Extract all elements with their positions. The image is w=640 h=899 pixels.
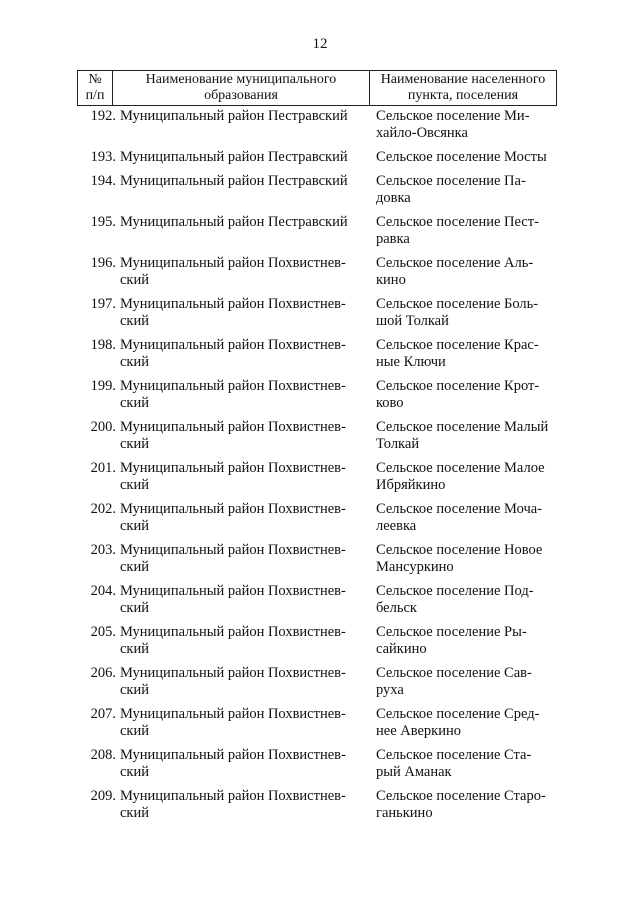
row-number: 202.: [90, 501, 116, 517]
settlement-line: Сельское поселение Аль-: [376, 255, 534, 271]
municipality-line: ский: [120, 641, 149, 657]
settlement-line: сайкино: [376, 641, 427, 657]
municipality-line: Муниципальный район Похвистнев-: [120, 419, 346, 435]
settlement-line: хайло-Овсянка: [376, 125, 468, 141]
municipality-cell: [120, 378, 370, 412]
municipality-cell: [120, 149, 370, 166]
table-row: [0, 624, 640, 665]
municipality-line: ский: [120, 559, 149, 575]
municipality-cell: [120, 788, 370, 822]
settlement-cell: [376, 149, 566, 166]
settlement-line: Сельское поселение Па-: [376, 173, 526, 189]
municipality-cell: [120, 747, 370, 781]
table-row: [0, 214, 640, 255]
municipality-cell: [120, 255, 370, 289]
header-municipality-line: Наименование муниципального: [145, 72, 337, 87]
municipality-line: Муниципальный район Похвистнев-: [120, 583, 346, 599]
municipality-line: ский: [120, 682, 149, 698]
settlement-cell: [376, 173, 566, 207]
row-number: 206.: [90, 665, 116, 681]
table-row: [0, 108, 640, 149]
settlement-line: Мансуркино: [376, 559, 454, 575]
settlement-line: нее Аверкино: [376, 723, 461, 739]
settlement-cell: [376, 665, 566, 699]
table-row: [0, 542, 640, 583]
header-settlement-cell: [370, 71, 556, 105]
table-row: [0, 419, 640, 460]
settlement-line: Сельское поселение Крас-: [376, 337, 539, 353]
settlement-line: бельск: [376, 600, 417, 616]
settlement-line: равка: [376, 231, 410, 247]
row-number: 193.: [90, 149, 116, 165]
settlement-line: руха: [376, 682, 404, 698]
settlement-line: Сельское поселение Под-: [376, 583, 534, 599]
settlement-cell: [376, 214, 566, 248]
municipality-cell: [120, 706, 370, 740]
municipality-line: Муниципальный район Похвистнев-: [120, 337, 346, 353]
table-row: [0, 296, 640, 337]
municipality-line: Муниципальный район Похвистнев-: [120, 542, 346, 558]
table-row: [0, 460, 640, 501]
table-row: [0, 501, 640, 542]
municipality-line: Муниципальный район Похвистнев-: [120, 460, 346, 476]
row-number: 209.: [90, 788, 116, 804]
settlement-cell: [376, 542, 566, 576]
settlement-cell: [376, 419, 566, 453]
settlement-line: шой Толкай: [376, 313, 449, 329]
settlement-line: Сельское поселение Малое: [376, 460, 545, 476]
municipality-line: Муниципальный район Похвистнев-: [120, 296, 346, 312]
settlement-line: Сельское поселение Ста-: [376, 747, 532, 763]
row-number: 194.: [90, 173, 116, 189]
municipality-line: Муниципальный район Пестравский: [120, 214, 348, 230]
settlement-cell: [376, 501, 566, 535]
settlement-line: Сельское поселение Моча-: [376, 501, 542, 517]
municipality-cell: [120, 542, 370, 576]
municipality-cell: [120, 173, 370, 190]
table-row: [0, 255, 640, 296]
municipality-line: Муниципальный район Похвистнев-: [120, 501, 346, 517]
settlement-line: Сельское поселение Мосты: [376, 149, 547, 165]
settlement-line: ково: [376, 395, 404, 411]
settlement-line: Сельское поселение Новое: [376, 542, 543, 558]
municipality-cell: [120, 583, 370, 617]
table-row: [0, 788, 640, 829]
settlement-line: Сельское поселение Малый: [376, 419, 549, 435]
row-number: 200.: [90, 419, 116, 435]
row-number: 195.: [90, 214, 116, 230]
settlement-cell: [376, 337, 566, 371]
municipality-cell: [120, 337, 370, 371]
municipality-line: Муниципальный район Пестравский: [120, 108, 348, 124]
settlement-line: Сельское поселение Пест-: [376, 214, 539, 230]
settlement-line: кино: [376, 272, 406, 288]
header-num-line: п/п: [85, 88, 105, 103]
settlement-cell: [376, 255, 566, 289]
municipality-cell: [120, 460, 370, 494]
settlement-line: ганькино: [376, 805, 433, 821]
municipality-cell: [120, 665, 370, 699]
settlement-cell: [376, 706, 566, 740]
settlement-cell: [376, 460, 566, 494]
table-row: [0, 149, 640, 173]
settlement-line: ные Ключи: [376, 354, 446, 370]
municipality-line: Муниципальный район Похвистнев-: [120, 624, 346, 640]
settlement-line: Сельское поселение Крот-: [376, 378, 540, 394]
header-num-line: №: [88, 72, 102, 87]
municipality-cell: [120, 108, 370, 125]
settlement-line: Сельское поселение Боль-: [376, 296, 539, 312]
settlement-line: Сельское поселение Сав-: [376, 665, 532, 681]
municipality-line: ский: [120, 395, 149, 411]
municipality-line: ский: [120, 723, 149, 739]
settlement-line: Сельское поселение Старо-: [376, 788, 546, 804]
municipality-line: ский: [120, 518, 149, 534]
municipality-cell: [120, 501, 370, 535]
settlement-line: Толкай: [376, 436, 420, 452]
header-num-cell: [78, 71, 113, 105]
settlement-line: Сельское поселение Ми-: [376, 108, 530, 124]
municipality-line: ский: [120, 354, 149, 370]
municipality-line: ский: [120, 764, 149, 780]
municipality-line: ский: [120, 477, 149, 493]
settlement-cell: [376, 583, 566, 617]
row-number: 205.: [90, 624, 116, 640]
municipality-line: Муниципальный район Похвистнев-: [120, 665, 346, 681]
row-number: 198.: [90, 337, 116, 353]
settlement-cell: [376, 747, 566, 781]
municipality-line: Муниципальный район Похвистнев-: [120, 706, 346, 722]
settlement-line: Ибряйкино: [376, 477, 446, 493]
table-row: [0, 747, 640, 788]
header-settlement-line: Наименование населенного: [380, 72, 546, 87]
municipality-cell: [120, 214, 370, 231]
municipality-line: ский: [120, 600, 149, 616]
municipality-cell: [120, 624, 370, 658]
settlement-cell: [376, 378, 566, 412]
municipality-line: Муниципальный район Похвистнев-: [120, 788, 346, 804]
municipality-line: Муниципальный район Пестравский: [120, 149, 348, 165]
table-row: [0, 378, 640, 419]
table-row: [0, 665, 640, 706]
row-number: 204.: [90, 583, 116, 599]
row-number: 208.: [90, 747, 116, 763]
municipality-line: Муниципальный район Похвистнев-: [120, 378, 346, 394]
table-body: [0, 108, 640, 829]
row-number: 192.: [90, 108, 116, 124]
municipality-cell: [120, 419, 370, 453]
table-row: [0, 337, 640, 378]
municipality-line: ский: [120, 313, 149, 329]
header-settlement-line: пункта, поселения: [407, 88, 519, 103]
settlement-line: рый Аманак: [376, 764, 452, 780]
municipality-line: ский: [120, 272, 149, 288]
page-number: 12: [312, 36, 328, 52]
settlement-line: Сельское поселение Сред-: [376, 706, 540, 722]
settlement-line: Сельское поселение Ры-: [376, 624, 527, 640]
municipality-line: Муниципальный район Пестравский: [120, 173, 348, 189]
row-number: 203.: [90, 542, 116, 558]
table-header: [77, 70, 557, 106]
settlement-line: довка: [376, 190, 411, 206]
row-number: 201.: [90, 460, 116, 476]
table-row: [0, 706, 640, 747]
table-row: [0, 583, 640, 624]
header-municipality-line: образования: [204, 88, 278, 103]
municipality-line: ский: [120, 436, 149, 452]
row-number: 199.: [90, 378, 116, 394]
header-municipality-cell: [113, 71, 370, 105]
row-number: 207.: [90, 706, 116, 722]
row-number: 197.: [90, 296, 116, 312]
municipality-cell: [120, 296, 370, 330]
settlement-cell: [376, 108, 566, 142]
table-row: [0, 173, 640, 214]
settlement-cell: [376, 788, 566, 822]
municipality-line: Муниципальный район Похвистнев-: [120, 747, 346, 763]
settlement-cell: [376, 296, 566, 330]
municipality-line: Муниципальный район Похвистнев-: [120, 255, 346, 271]
settlement-cell: [376, 624, 566, 658]
settlement-line: леевка: [376, 518, 417, 534]
municipality-line: ский: [120, 805, 149, 821]
row-number: 196.: [90, 255, 116, 271]
